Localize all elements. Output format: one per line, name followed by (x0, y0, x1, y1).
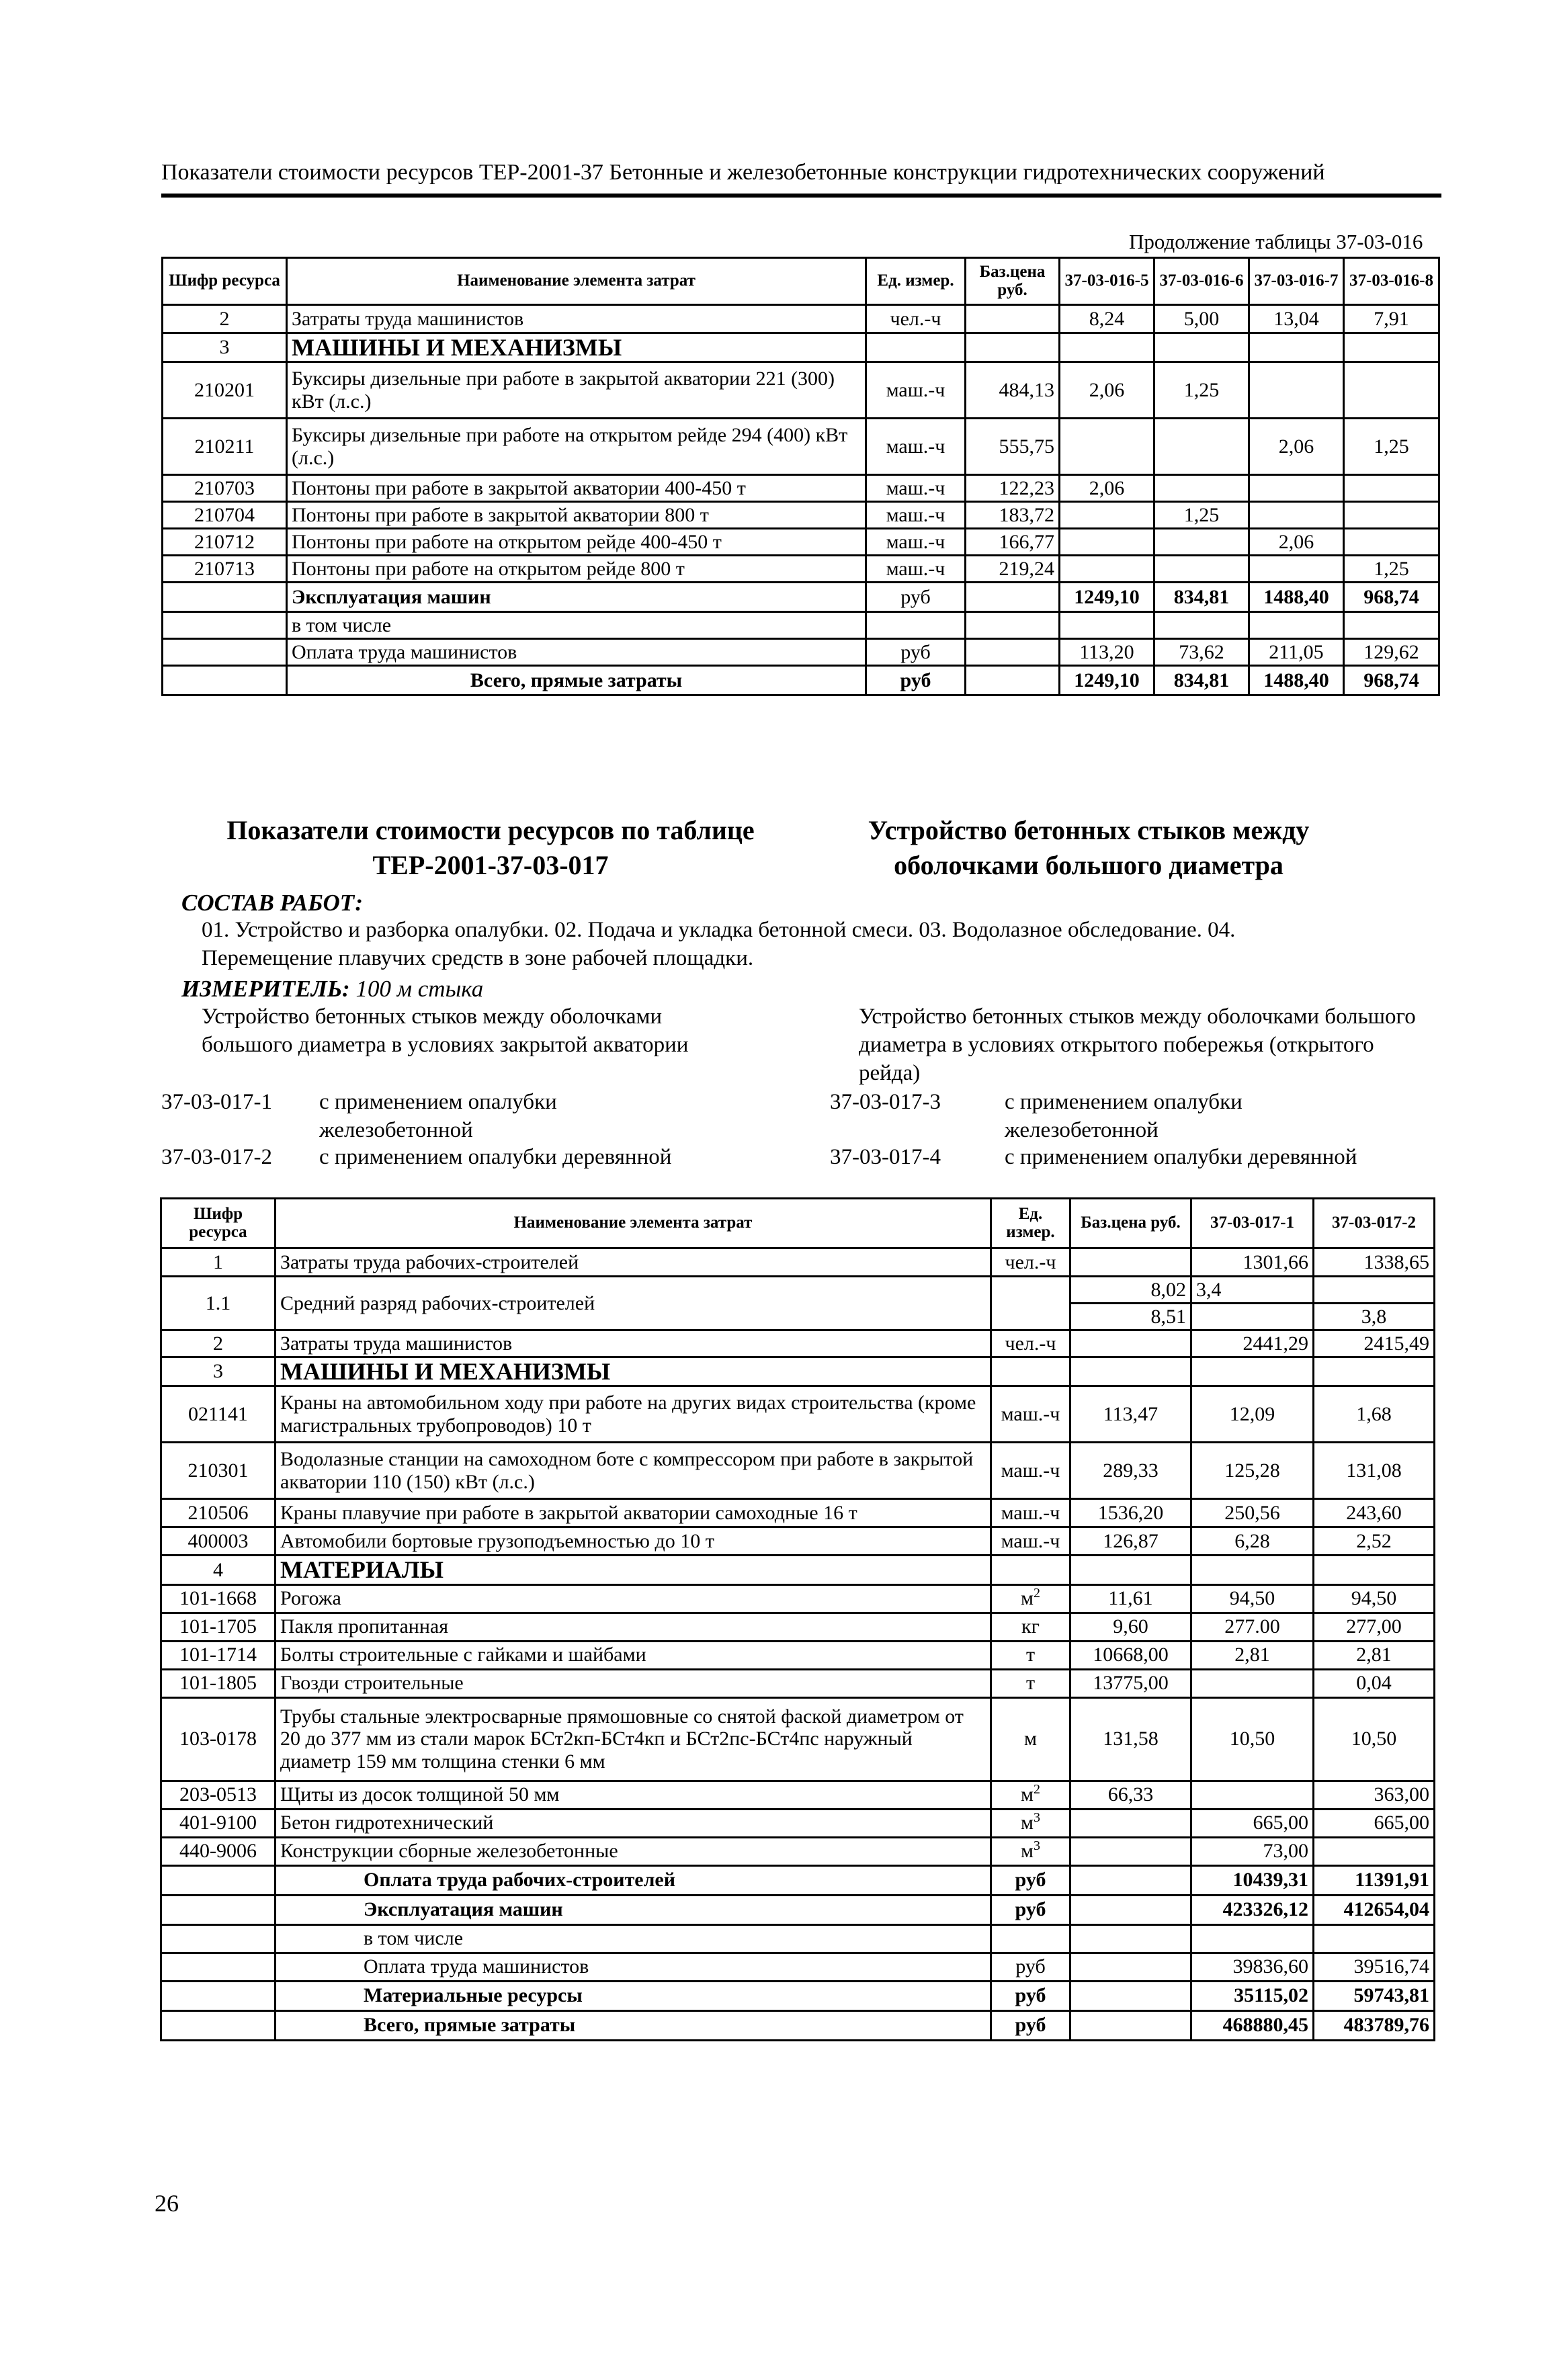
cell (1249, 475, 1344, 502)
running-header: Показатели стоимости ресурсов ТЕР-2001-37 Бетонные и железобетонные конструкции гидротехнических сооружений (161, 160, 1325, 185)
cell: 1 (161, 1248, 276, 1277)
cell: 289,33 (1070, 1443, 1191, 1499)
section-subtitle: Устройство бетонных стыков между оболочками большого диаметра (868, 815, 1310, 880)
cell: маш.-ч (866, 529, 966, 556)
cell: Всего, прямые затраты (276, 2010, 991, 2040)
col-header: 37-03-016-5 (1060, 258, 1154, 305)
cell: 166,77 (966, 529, 1060, 556)
right-description: Устройство бетонных стыков между оболочками большого диаметра в условиях открытого побережья (открытого рейда) (859, 1005, 1416, 1085)
cell: Бетон гидротехнический (276, 1809, 991, 1837)
cell (1344, 362, 1439, 419)
table-row (163, 305, 1439, 333)
cell: 8,51 (1070, 1304, 1191, 1330)
works-label: СОСТАВ РАБОТ: (181, 890, 364, 916)
col-header: Наименование элемента затрат (287, 258, 866, 305)
code-037-03-017-4: 37-03-017-4 (830, 1145, 941, 1169)
col-header: Наименование элемента затрат (276, 1199, 991, 1248)
cell (1060, 529, 1154, 556)
table-row (163, 419, 1439, 475)
cell: 11391,91 (1314, 1865, 1435, 1895)
cell: 400003 (161, 1527, 276, 1556)
cell: 66,33 (1070, 1781, 1191, 1809)
cell: Водолазные станции на самоходном боте с компрессором при работе в закрытой акватории 110 (150) кВт (л.с.) (276, 1443, 991, 1499)
cell: Щиты из досок толщиной 50 мм (276, 1781, 991, 1809)
cell: маш.-ч (991, 1443, 1070, 1499)
cell: Гвозди строительные (276, 1669, 991, 1697)
cell: руб (991, 2010, 1070, 2040)
cell: 122,23 (966, 475, 1060, 502)
cell: 94,50 (1314, 1584, 1435, 1613)
code-description: с применением опалубки железобетонной (319, 1090, 557, 1142)
table-row (161, 1865, 1435, 1895)
code-037-03-017-3: 37-03-017-3 (830, 1090, 941, 1114)
cell (161, 1895, 276, 1924)
code-description: с применением опалубки железобетонной (1005, 1090, 1243, 1142)
cell: Средний разряд рабочих-строителей (276, 1277, 991, 1330)
table-row (163, 362, 1439, 419)
cell: руб (866, 583, 966, 612)
cell: 210712 (163, 529, 287, 556)
cell: 483789,76 (1314, 2010, 1435, 2040)
cell: 1,25 (1154, 362, 1249, 419)
cell: в том числе (276, 1924, 991, 1953)
cell: 1488,40 (1249, 666, 1344, 695)
cell: $м^3$ (991, 1837, 1070, 1865)
cell: Затраты труда машинистов (287, 305, 866, 333)
code-037-03-017-1: 37-03-017-1 (161, 1090, 272, 1114)
table-row (163, 502, 1439, 529)
cell: т (991, 1669, 1070, 1697)
cell: 210211 (163, 419, 287, 475)
table-row (161, 1443, 1435, 1499)
col-header: Шифр ресурса (163, 258, 287, 305)
cell: 39516,74 (1314, 1953, 1435, 1981)
cell: м (991, 1697, 1070, 1781)
cell: 3,4 (1191, 1277, 1314, 1304)
cell: маш.-ч (866, 419, 966, 475)
resource-table-37-03-016 (161, 257, 1440, 696)
cell: 210201 (163, 362, 287, 419)
table-row (161, 1556, 1435, 1584)
table-row (161, 1527, 1435, 1556)
cell: 5,00 (1154, 305, 1249, 333)
cell: 219,24 (966, 556, 1060, 583)
col-header: 37-03-017-1 (1191, 1199, 1314, 1248)
cell: 1,25 (1154, 502, 1249, 529)
cell: Оплата труда машинистов (276, 1953, 991, 1981)
table-row (161, 1248, 1435, 1277)
cell (1191, 1304, 1314, 1330)
cell: Буксиры дизельные при работе в закрытой акватории 221 (300) кВт (л.с.) (287, 362, 866, 419)
table-header-row (161, 1199, 1435, 1248)
cell: Понтоны при работе на открытом рейде 800 т (287, 556, 866, 583)
cell: 3 (161, 1357, 276, 1386)
cell: маш.-ч (866, 502, 966, 529)
cell: 12,09 (1191, 1386, 1314, 1443)
code-037-03-017-2: 37-03-017-2 (161, 1145, 272, 1169)
cell: 1249,10 (1060, 666, 1154, 695)
cell: Конструкции сборные железобетонные (276, 1837, 991, 1865)
cell: 401-9100 (161, 1809, 276, 1837)
cell: 440-9006 (161, 1837, 276, 1865)
cell: 2,06 (1249, 529, 1344, 556)
cell: руб (991, 1865, 1070, 1895)
cell (1070, 1809, 1191, 1837)
cell: 2 (161, 1330, 276, 1357)
col-header: 37-03-016-6 (1154, 258, 1249, 305)
col-header: 37-03-016-7 (1249, 258, 1344, 305)
cell (1060, 502, 1154, 529)
cell: 363,00 (1314, 1781, 1435, 1809)
cell: 2,06 (1249, 419, 1344, 475)
cell: $м^3$ (991, 1809, 1070, 1837)
cell: 129,62 (1344, 639, 1439, 666)
cell: 13,04 (1249, 305, 1344, 333)
table-row (161, 1386, 1435, 1443)
cell: 2415,49 (1314, 1330, 1435, 1357)
cell (1070, 1981, 1191, 2010)
cell: 101-1805 (161, 1669, 276, 1697)
resource-table-37-03-017 (160, 1197, 1435, 2041)
cell: 103-0178 (161, 1697, 276, 1781)
cell (1191, 1781, 1314, 1809)
cell: 7,91 (1344, 305, 1439, 333)
cell: 1338,65 (1314, 1248, 1435, 1277)
measure-label: ИЗМЕРИТЕЛЬ: (181, 976, 350, 1002)
table-row (161, 1924, 1435, 1953)
table-row (163, 529, 1439, 556)
cell (1060, 419, 1154, 475)
cell (1154, 529, 1249, 556)
cell: Оплата труда рабочих-строителей (276, 1865, 991, 1895)
cell: 2 (163, 305, 287, 333)
cell (1154, 556, 1249, 583)
table-row (161, 1981, 1435, 2010)
cell: 4 (161, 1556, 276, 1584)
col-header: Шифр ресурса (161, 1199, 276, 1248)
cell: 131,08 (1314, 1443, 1435, 1499)
cell (1154, 475, 1249, 502)
cell: 1,25 (1344, 419, 1439, 475)
cell: маш.-ч (866, 475, 966, 502)
cell: чел.-ч (866, 305, 966, 333)
cell: 484,13 (966, 362, 1060, 419)
cell: 210506 (161, 1499, 276, 1527)
cell: 021141 (161, 1386, 276, 1443)
cell: 968,74 (1344, 583, 1439, 612)
section-title: Показатели стоимости ресурсов по таблице ТЕР-2001-37-03-017 (226, 815, 755, 880)
col-header: 37-03-017-2 (1314, 1199, 1435, 1248)
table-row (161, 1499, 1435, 1527)
cell: 113,20 (1060, 639, 1154, 666)
cell: 2,81 (1191, 1641, 1314, 1669)
cell: 1.1 (161, 1277, 276, 1330)
cell (163, 583, 287, 612)
cell: маш.-ч (866, 362, 966, 419)
cell: 277,00 (1314, 1613, 1435, 1641)
cell (1314, 1837, 1435, 1865)
cell (1249, 502, 1344, 529)
table-row (163, 612, 1439, 639)
cell (161, 1865, 276, 1895)
cell: 131,58 (1070, 1697, 1191, 1781)
cell: чел.-ч (991, 1330, 1070, 1357)
cell: 1301,66 (1191, 1248, 1314, 1277)
cell: руб (991, 1981, 1070, 2010)
cell (1070, 1895, 1191, 1924)
cell: маш.-ч (991, 1386, 1070, 1443)
cell: 210301 (161, 1443, 276, 1499)
table-row (161, 1953, 1435, 1981)
cell: Затраты труда машинистов (276, 1330, 991, 1357)
cell: 2,81 (1314, 1641, 1435, 1669)
section-heading: МАШИНЫ И МЕХАНИЗМЫ (287, 333, 866, 362)
cell: Автомобили бортовые грузоподъемностью до 10 т (276, 1527, 991, 1556)
cell: 8,02 (1070, 1277, 1191, 1304)
cell (966, 583, 1060, 612)
cell: 183,72 (966, 502, 1060, 529)
cell: Понтоны при работе в закрытой акватории 400-450 т (287, 475, 866, 502)
cell (163, 612, 287, 639)
cell: 210704 (163, 502, 287, 529)
cell: 35115,02 (1191, 1981, 1314, 2010)
cell (966, 305, 1060, 333)
measure-value: 100 м стыка (355, 976, 484, 1002)
cell: 834,81 (1154, 666, 1249, 695)
cell: Всего, прямые затраты (287, 666, 866, 695)
table-row (161, 1809, 1435, 1837)
table-row (161, 1837, 1435, 1865)
cell (1070, 1330, 1191, 1357)
continuation-label: Продолжение таблицы 37-03-016 (1129, 230, 1423, 253)
table-row (161, 1357, 1435, 1386)
cell: 423326,12 (1191, 1895, 1314, 1924)
cell: 73,62 (1154, 639, 1249, 666)
table-row (163, 556, 1439, 583)
cell (966, 666, 1060, 695)
table-row (161, 1641, 1435, 1669)
table-row (161, 1277, 1435, 1304)
cell: Болты строительные с гайками и шайбами (276, 1641, 991, 1669)
cell: 412654,04 (1314, 1895, 1435, 1924)
code-description: с применением опалубки деревянной (1005, 1145, 1357, 1169)
cell: маш.-ч (866, 556, 966, 583)
col-header: Ед. измер. (866, 258, 966, 305)
cell: руб (991, 1953, 1070, 1981)
cell: 277.00 (1191, 1613, 1314, 1641)
cell (1344, 502, 1439, 529)
cell (1314, 1277, 1435, 1304)
cell: в том числе (287, 612, 866, 639)
cell: 468880,45 (1191, 2010, 1314, 2040)
cell: 101-1668 (161, 1584, 276, 1613)
cell: 101-1705 (161, 1613, 276, 1641)
cell: 1,25 (1344, 556, 1439, 583)
left-description: Устройство бетонных стыков между оболочками большого диаметра в условиях закрытой акватории (202, 1005, 689, 1057)
cell (161, 2010, 276, 2040)
cell: 13775,00 (1070, 1669, 1191, 1697)
cell (966, 639, 1060, 666)
cell: Оплата труда машинистов (287, 639, 866, 666)
cell: 203-0513 (161, 1781, 276, 1809)
cell: 2441,29 (1191, 1330, 1314, 1357)
table-row (161, 1330, 1435, 1357)
cell: 59743,81 (1314, 1981, 1435, 2010)
cell: 1488,40 (1249, 583, 1344, 612)
table-row (161, 1669, 1435, 1697)
cell: 1249,10 (1060, 583, 1154, 612)
cell: Затраты труда рабочих-строителей (276, 1248, 991, 1277)
cell: 0,04 (1314, 1669, 1435, 1697)
measure-line (181, 976, 483, 1003)
cell: 10439,31 (1191, 1865, 1314, 1895)
cell: 101-1714 (161, 1641, 276, 1669)
cell (163, 639, 287, 666)
cell: 10,50 (1191, 1697, 1314, 1781)
cell: 3 (163, 333, 287, 362)
cell: 6,28 (1191, 1527, 1314, 1556)
cell: 1536,20 (1070, 1499, 1191, 1527)
cell (1070, 1953, 1191, 1981)
cell: $м^2$ (991, 1584, 1070, 1613)
col-header: Баз.цена руб. (966, 258, 1060, 305)
table-row (161, 1697, 1435, 1781)
cell (161, 1981, 276, 2010)
code-description: с применением опалубки деревянной (319, 1145, 672, 1169)
cell: маш.-ч (991, 1527, 1070, 1556)
cell (1070, 2010, 1191, 2040)
cell: 125,28 (1191, 1443, 1314, 1499)
table-row (161, 1895, 1435, 1924)
table-row (163, 475, 1439, 502)
cell: Пакля пропитанная (276, 1613, 991, 1641)
table-row (161, 1584, 1435, 1613)
cell: 1,68 (1314, 1386, 1435, 1443)
cell: 555,75 (966, 419, 1060, 475)
col-header: Ед. измер. (991, 1199, 1070, 1248)
cell: Эксплуатация машин (276, 1895, 991, 1924)
cell: 665,00 (1191, 1809, 1314, 1837)
col-header: 37-03-016-8 (1344, 258, 1439, 305)
cell (161, 1924, 276, 1953)
cell: Трубы стальные электросварные прямошовные со снятой фаской диаметром от 20 до 377 мм из стали марок БСт2кп-БСт4кп и БСт2пс-БСт4пс наружный диаметр 159 мм толщина стенки 6 мм (276, 1697, 991, 1781)
cell: т (991, 1641, 1070, 1669)
cell: 9,60 (1070, 1613, 1191, 1641)
cell (1070, 1837, 1191, 1865)
table-row (163, 666, 1439, 695)
page-number: 26 (155, 2190, 179, 2217)
cell (1249, 362, 1344, 419)
cell: 2,06 (1060, 362, 1154, 419)
cell: Понтоны при работе на открытом рейде 400-450 т (287, 529, 866, 556)
cell: 11,61 (1070, 1584, 1191, 1613)
cell: 250,56 (1191, 1499, 1314, 1527)
cell: 211,05 (1249, 639, 1344, 666)
section-heading: МАТЕРИАЛЫ (276, 1556, 991, 1584)
cell: кг (991, 1613, 1070, 1641)
cell: 113,47 (1070, 1386, 1191, 1443)
cell: 10,50 (1314, 1697, 1435, 1781)
cell: 210713 (163, 556, 287, 583)
cell: 73,00 (1191, 1837, 1314, 1865)
cell: 665,00 (1314, 1809, 1435, 1837)
cell: Краны на автомобильном ходу при работе на других видах строительства (кроме магистральных трубопроводов) 10 т (276, 1386, 991, 1443)
cell (1191, 1669, 1314, 1697)
cell (1070, 1248, 1191, 1277)
table-row (163, 639, 1439, 666)
table-row (163, 333, 1439, 362)
table-row (161, 2010, 1435, 2040)
cell: маш.-ч (991, 1499, 1070, 1527)
cell (163, 666, 287, 695)
cell: руб (866, 639, 966, 666)
cell: руб (991, 1895, 1070, 1924)
cell (1249, 556, 1344, 583)
cell: 94,50 (1191, 1584, 1314, 1613)
table-row (161, 1613, 1435, 1641)
section-heading: МАШИНЫ И МЕХАНИЗМЫ (276, 1357, 991, 1386)
cell: Краны плавучие при работе в закрытой акватории самоходные 16 т (276, 1499, 991, 1527)
cell (161, 1953, 276, 1981)
cell: 126,87 (1070, 1527, 1191, 1556)
header-rule (161, 194, 1441, 198)
cell: 2,06 (1060, 475, 1154, 502)
cell: руб (866, 666, 966, 695)
cell (1344, 529, 1439, 556)
cell (1344, 475, 1439, 502)
cell: 210703 (163, 475, 287, 502)
cell: 39836,60 (1191, 1953, 1314, 1981)
cell: Понтоны при работе в закрытой акватории 800 т (287, 502, 866, 529)
cell (1070, 1865, 1191, 1895)
cell: 3,8 (1314, 1304, 1435, 1330)
cell (1154, 419, 1249, 475)
cell: 2,52 (1314, 1527, 1435, 1556)
cell: Материальные ресурсы (276, 1981, 991, 2010)
cell: 8,24 (1060, 305, 1154, 333)
cell: Буксиры дизельные при работе на открытом рейде 294 (400) кВт (л.с.) (287, 419, 866, 475)
cell: 243,60 (1314, 1499, 1435, 1527)
table-header-row (163, 258, 1439, 305)
works-text: 01. Устройство и разборка опалубки. 02. Подача и укладка бетонной смеси. 03. Водолазное обследование. 04. Перемещение плавучих средств в зоне рабочей площадки. (202, 918, 1236, 970)
cell: 968,74 (1344, 666, 1439, 695)
col-header: Баз.цена руб. (1070, 1199, 1191, 1248)
cell (991, 1277, 1070, 1330)
table-row (163, 583, 1439, 612)
cell: $м^2$ (991, 1781, 1070, 1809)
cell: 10668,00 (1070, 1641, 1191, 1669)
cell: 834,81 (1154, 583, 1249, 612)
cell: Рогожа (276, 1584, 991, 1613)
cell: чел.-ч (991, 1248, 1070, 1277)
cell (1060, 556, 1154, 583)
table-row (161, 1781, 1435, 1809)
cell: Эксплуатация машин (287, 583, 866, 612)
